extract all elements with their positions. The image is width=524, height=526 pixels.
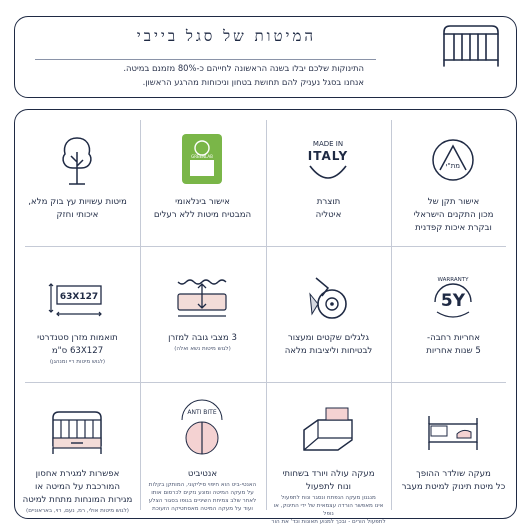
feature-wheels [266, 246, 391, 383]
feature-storage [15, 382, 140, 519]
warranty-5y-icon [423, 268, 483, 326]
bed-rail-icon [298, 404, 358, 462]
svg-text:GREENLAB: GREENLAB [191, 154, 213, 159]
feature-caption: תוצרת איטליה [315, 197, 342, 220]
feature-antibite [140, 382, 265, 519]
feature-caption: מיטות עשויות עץ בוק מלא, איכותי וחזק [28, 197, 127, 220]
convertible-bed-icon [423, 404, 483, 462]
features-grid [14, 109, 517, 525]
svg-text:מת"י: מת"י [445, 162, 461, 170]
mattress-size-icon [47, 268, 107, 326]
feature-mattress [15, 246, 140, 383]
feature-caption: 3 מצבי גובה למזרן (לגוש מיטות נשא ואלה) [168, 333, 237, 352]
standard-mark-icon [423, 132, 483, 190]
feature-heights [140, 246, 265, 383]
header-description-2: אנחנו בסגל נעניק להם תחושת בטחון וניכוחות מהרגע הראשון. [142, 77, 364, 87]
svg-text:63X127: 63X127 [59, 292, 99, 302]
svg-text:ITALY: ITALY [307, 149, 349, 163]
header-description-1: התינוקות שלכם יבלו בשנה הראשונה לחייהם כ-80% מזמנם במיטה. [123, 63, 364, 73]
greenlab-badge-icon [172, 132, 232, 190]
crib-icon [436, 20, 506, 70]
feature-caption: אפשרות למגירת אחסון המורכבת על המיטה או מגירות המונחות מתחת למיטה (לגוש מיטות אולי, רמ, נעם, רוי, באראוניים) [22, 469, 133, 514]
tree-icon [47, 132, 107, 190]
feature-greenlab [140, 110, 265, 247]
feature-caption: אנטיביט האנטי-ביט הוא חיפוי סיליקוני, המותקן בקלות על מעקה המיטה ומונע נזקים לכרסום אותו לאחר שלב צמיחת השיניים בגופו בסגור הצלע ועוד על מעקה המיטה מאסתטיקה הזעוכת [148, 469, 257, 512]
mattress-height-icon [172, 268, 232, 326]
feature-standard [391, 110, 516, 247]
anti-bite-icon [172, 404, 232, 462]
feature-caption: אחריות רחבה- 5 שנות אחריות [426, 333, 481, 356]
svg-text:WARRANTY: WARRANTY [437, 277, 469, 283]
made-in-italy-icon [298, 132, 358, 190]
svg-text:ANTI BITE: ANTI BITE [187, 409, 217, 416]
feature-wood [15, 110, 140, 247]
title-underline [35, 59, 376, 60]
storage-drawer-icon [47, 404, 107, 462]
feature-caption: מעקה עולה ויורד בשחותי ונוח לתפעול מנגנון מעקה הנפתח ונסגר ונוח לתפעול אינו מאפשר הורדה עצמאית של ידי התינוק, או נופל לתפעול הורים - ובכך למנוע תאונות וכד' את הור [271, 469, 386, 525]
feature-caption: גלגלים שקטים ומעצור לבטיחות וליציבות מלאה [284, 333, 373, 356]
feature-caption: אישור תקן של מכון התקנים הישראלי ובקרת איכות קפדנית [413, 197, 494, 233]
feature-caption: אישור בינלאומי המבטיח מיטות ללא רעלים [153, 197, 252, 220]
svg-text:MADE IN: MADE IN [312, 140, 344, 148]
feature-caption: מעקה שולדר ההופך כל מיטת תינוק למיטת מעבר [401, 469, 506, 492]
feature-caption: תואמות מזרן סטנדרטי 63X127 ס"מ (לגוש מיטות ריי ומנהגן) [37, 333, 118, 365]
feature-italy [266, 110, 391, 247]
feature-warranty [391, 246, 516, 383]
feature-convert [391, 382, 516, 519]
feature-rail [266, 382, 391, 525]
page-title: המיטות של סגל בייבי [136, 27, 316, 45]
wheel-icon [298, 268, 358, 326]
svg-text:5Y: 5Y [440, 291, 466, 311]
